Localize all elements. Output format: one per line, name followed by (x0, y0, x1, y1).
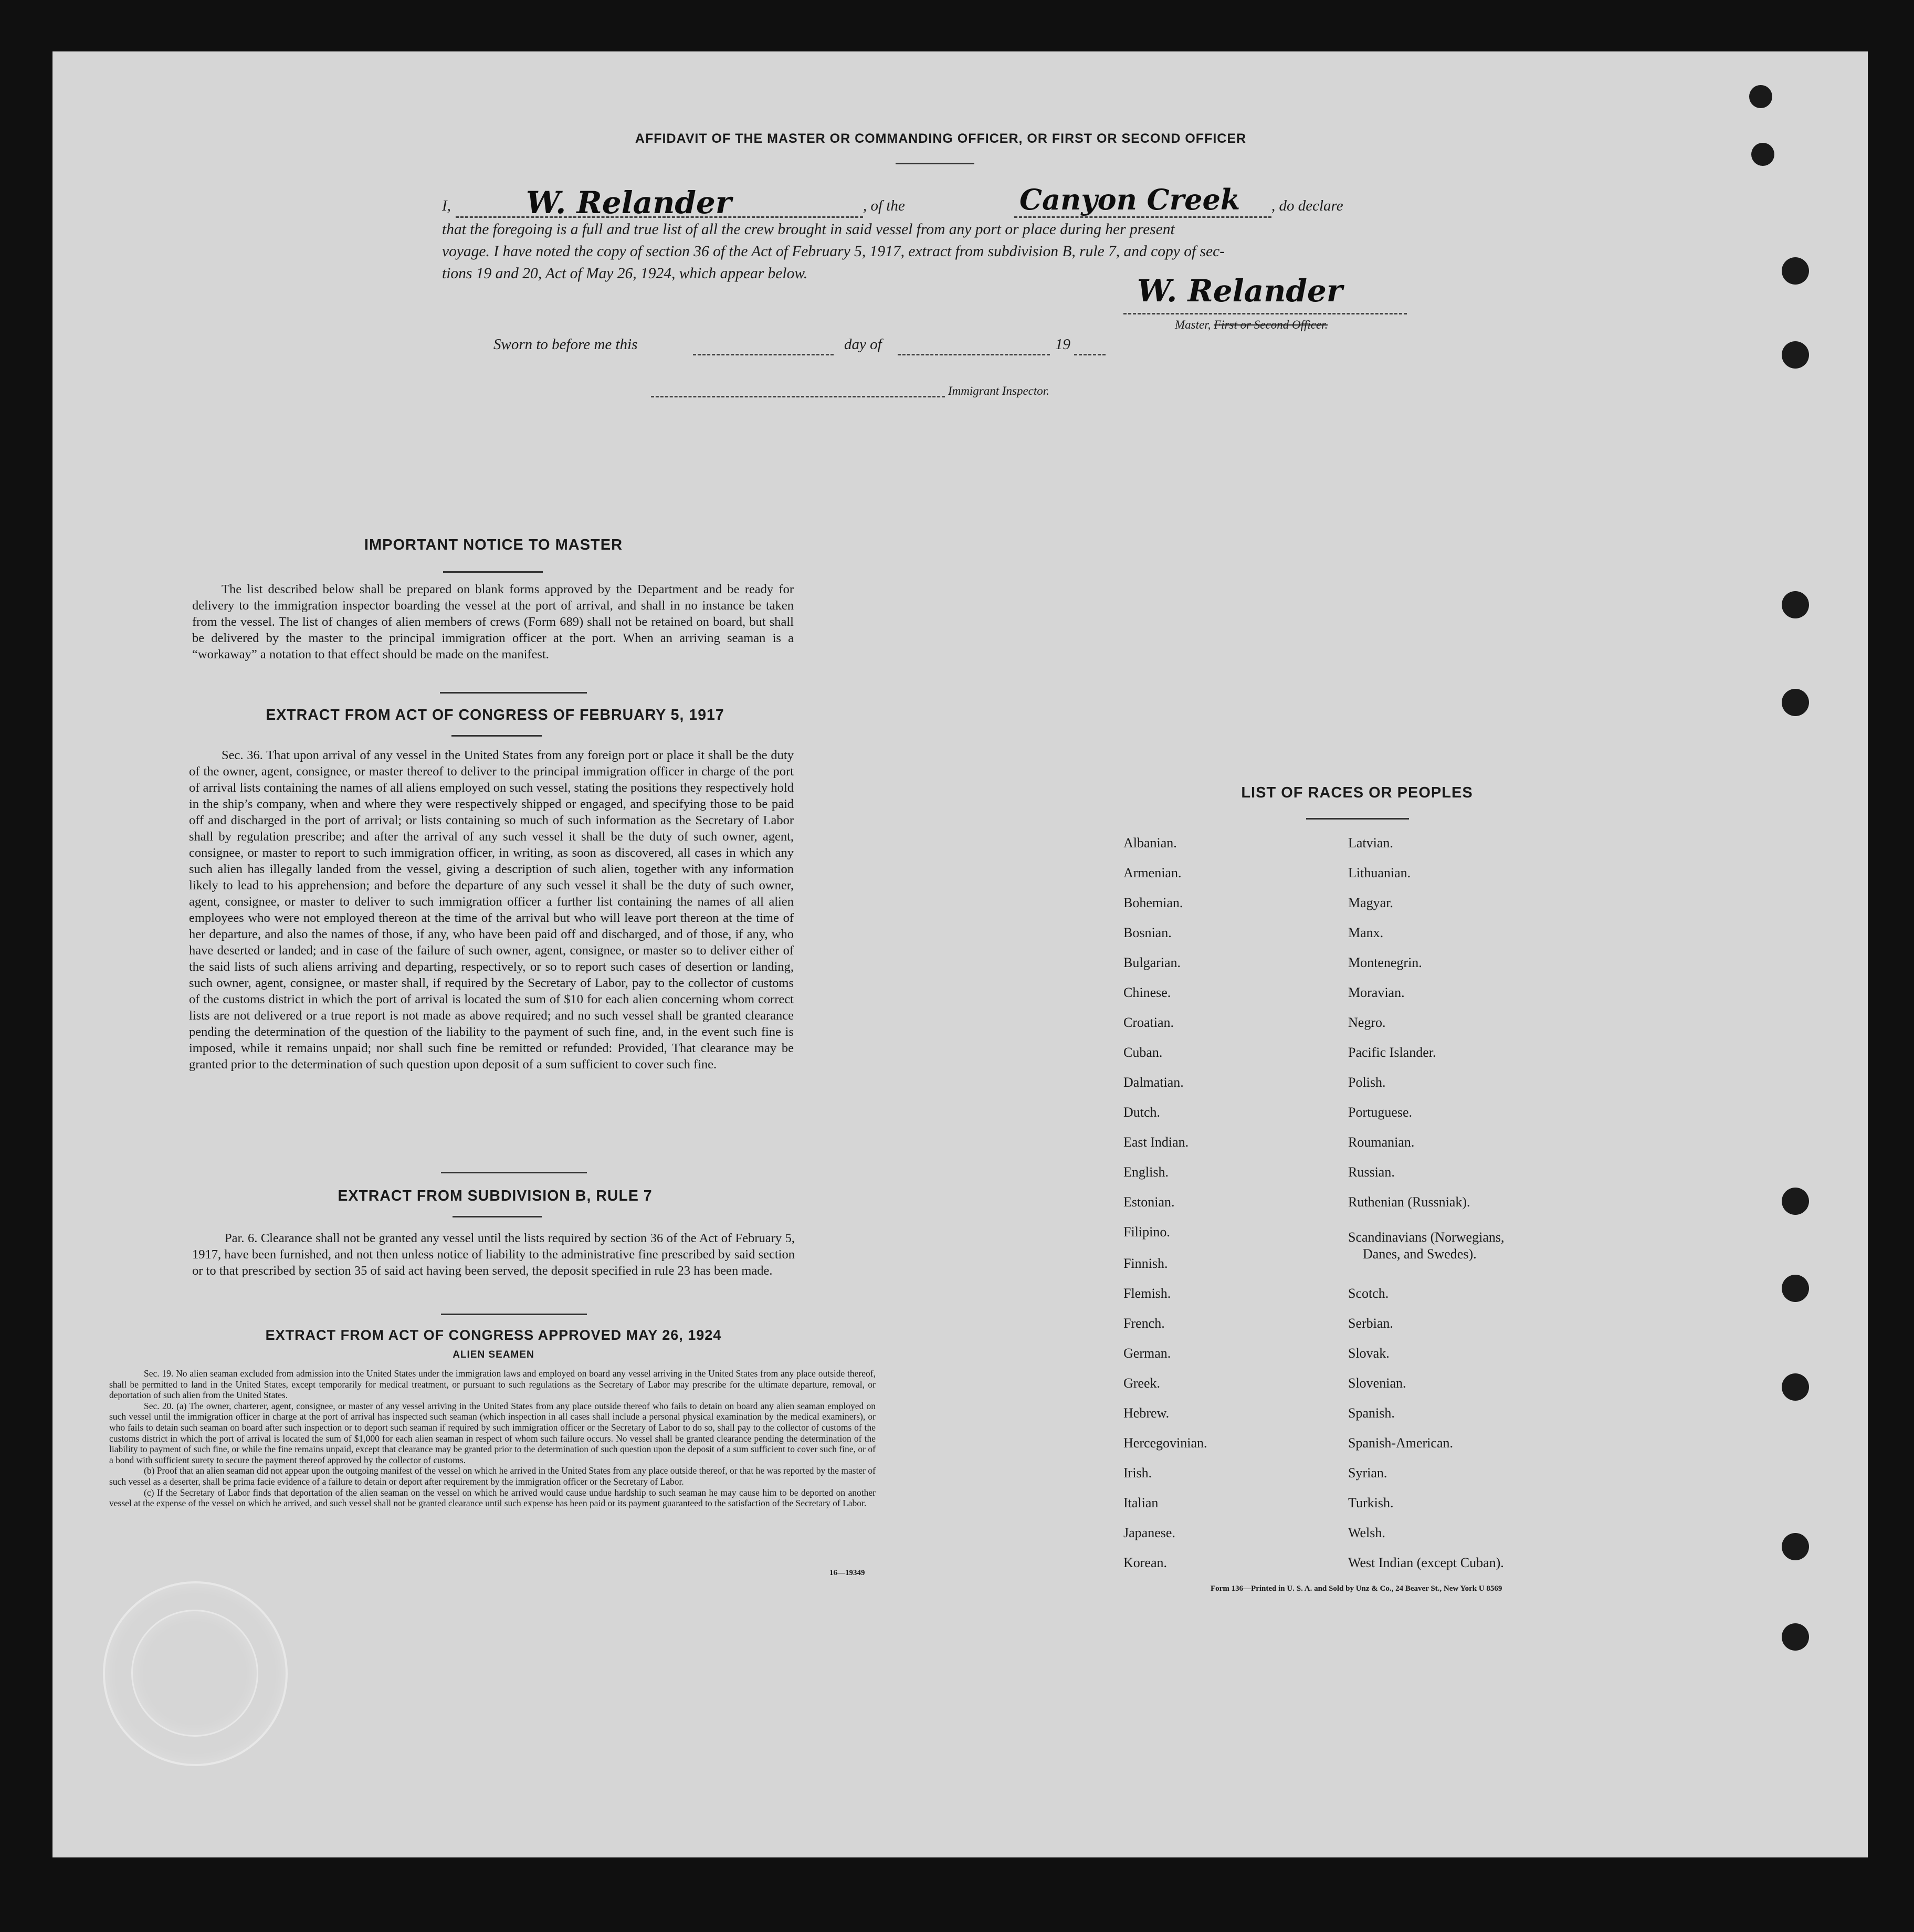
section-rule (441, 1314, 587, 1315)
race-item: Finnish. (1123, 1256, 1168, 1271)
embossed-seal-inner (131, 1610, 258, 1737)
extract-rule7-title: EXTRACT FROM SUBDIVISION B, RULE 7 (338, 1188, 653, 1204)
extract-1917-body: Sec. 36. That upon arrival of any vessel in the United States from any foreign port or place it shall be the duty of the owner, agent, consignee, or master thereof to deliver to the principal immigration officer in charge of the port of arrival lists containing the names of all aliens employed on such vessel, stating the positions they respectively hold in the ship’s company, when and where they were respectively shipped or engaged, and specifying those to be paid off and discharged in the port of arrival; or lists containing so much of such information as the Secretary of Labor shall by regulation prescribe; and after the arrival of any such vessel it shall be the duty of such owner, agent, consignee, or master to report to such immigration officer, in writing, as soon as discovered, all cases in which any such alien has illegally landed from the vessel, giving a description of such alien, together with any information likely to lead to his apprehension; and before the departure of any such vessel it shall be the duty of such owner, agent, consignee, or master to deliver to such immigration officer a further list containing the names of all alien employees who were not employed thereon at the time of the arrival but who will leave port thereon at the time of her departure, and also the names of those, if any, who have been paid off and discharged, and of those, if any, who have deserted or landed; and in case of the failure of such owner, agent, consignee, or master so to deliver either of the said lists of such aliens arriving and departing, respectively, or so to report such cases of desertion or landing, such owner, agent, consignee, or master shall, if required by the Secretary of Labor, pay to the collector of customs of the customs district in which the port of arrival is located the sum of $10 for each alien concerning whom correct lists are not delivered or a true report is not made as above required; and no such vessel shall be granted clearance pending the determination of the question of the liability to the payment of such fine, and, in the event such fine is imposed, while it remains unpaid; nor shall such fine be remitted or refunded: Provided, That clearance may be granted prior to the determination of such question upon deposit of a sum sufficient to cover such fine. (189, 748, 794, 1072)
race-item: Albanian. (1123, 835, 1177, 850)
section-rule (1306, 818, 1409, 820)
race-item: Bohemian. (1123, 895, 1183, 910)
extract-1924-subtitle: ALIEN SEAMEN (453, 1349, 534, 1360)
punch-hole (1749, 85, 1772, 108)
race-item: Turkish. (1348, 1495, 1394, 1510)
race-item: Filipino. (1123, 1224, 1170, 1240)
notice-body-wrap (192, 581, 794, 663)
punch-hole (1751, 143, 1774, 166)
race-item: Italian (1123, 1495, 1159, 1510)
section-rule (443, 571, 543, 573)
race-item: Slovak. (1348, 1346, 1390, 1361)
inspector-signature-line (651, 396, 945, 397)
signature-block (1123, 273, 1417, 341)
race-item: Slovenian. (1348, 1376, 1406, 1391)
race-item: Negro. (1348, 1015, 1386, 1030)
sec-20b-text: (b) Proof that an alien seaman did not appear upon the outgoing manifest of the vessel on which he arrived in the United States from any place outside thereof, or that he was reported by the master of such vessel as a deserter, shall be prima facie evidence of a failure to detain or deport after requirement by the immigration officer or the Secretary of Labor. (109, 1465, 876, 1487)
section-rule (453, 1216, 542, 1217)
extract-rule7-body-wrap (192, 1230, 795, 1279)
race-item: East Indian. (1123, 1135, 1189, 1150)
race-item: Greek. (1123, 1376, 1161, 1391)
punch-hole (1782, 1533, 1809, 1560)
signer-title-struck: First or Second Officer. (1214, 318, 1328, 331)
race-item: Dutch. (1123, 1105, 1161, 1120)
race-item: Hebrew. (1123, 1405, 1170, 1421)
handwritten-vessel: Canyon Creek (1019, 183, 1240, 216)
handwritten-name: W. Relander (526, 185, 732, 220)
race-item: Flemish. (1123, 1286, 1171, 1301)
race-item: Pacific Islander. (1348, 1045, 1436, 1060)
race-item: Welsh. (1348, 1525, 1385, 1540)
section-rule (441, 1172, 587, 1173)
race-item: Serbian. (1348, 1316, 1393, 1331)
sworn-line (493, 336, 1144, 362)
extract-1924-title: EXTRACT FROM ACT OF CONGRESS APPROVED MAY 26, 1924 (265, 1327, 722, 1343)
race-item: Cuban. (1123, 1045, 1163, 1060)
do-declare-label: , do declare (1271, 197, 1343, 214)
vessel-line (1014, 216, 1271, 218)
race-item-continuation: Danes, and Swedes). (1363, 1246, 1477, 1262)
race-item: Japanese. (1123, 1525, 1175, 1540)
extract-1924-body (109, 1368, 876, 1509)
punch-hole (1782, 1275, 1809, 1302)
sworn-label: Sworn to before me this (493, 336, 638, 353)
race-item: Russian. (1348, 1164, 1395, 1180)
signer-title (1175, 318, 1328, 332)
statement-line: that the foregoing is a full and true list of all the crew brought in said vessel from any port or place during her present (442, 221, 1175, 238)
sec-20c-text: (c) If the Secretary of Labor finds that deportation of the alien seaman on the vessel on which he arrived would cause undue hardship to such seaman he may cause him to be deported on another vessel at the expense of the vessel on which he arrived, and such vessel shall not be granted clearance until such expense has been paid or its payment guaranteed to the satisfaction of the Secretary of Labor. (109, 1487, 876, 1509)
punch-hole (1782, 1188, 1809, 1215)
inspector-line (651, 383, 1123, 404)
race-item: Polish. (1348, 1075, 1386, 1090)
punch-hole (1782, 591, 1809, 618)
punch-hole (1782, 1373, 1809, 1401)
race-item: Roumanian. (1348, 1135, 1415, 1150)
signature-line (1123, 313, 1407, 314)
race-item: Bosnian. (1123, 925, 1172, 940)
sworn-year-line (1074, 354, 1106, 355)
sec-19-text: Sec. 19. No alien seaman excluded from admission into the United States under the immigration laws and employed on board any vessel arriving in the United States from any place outside thereof, shall be permitted to land in the United States, except temporarily for medical treatment, or pursuant to such regulations as the Secretary of Labor may prescribe for the ultimate departure, removal, or deportation of such alien from the United States. (109, 1368, 876, 1401)
of-the-label: , of the (863, 197, 905, 214)
punch-hole (1782, 689, 1809, 716)
race-item: English. (1123, 1164, 1169, 1180)
extract-1917-body-wrap (189, 747, 794, 1073)
signer-title-prefix: Master, (1175, 318, 1211, 331)
handwritten-signature: W. Relander (1137, 273, 1343, 309)
races-title: LIST OF RACES OR PEOPLES (1241, 784, 1473, 801)
race-item: Scotch. (1348, 1286, 1389, 1301)
section-rule (440, 692, 587, 694)
race-item: Manx. (1348, 925, 1384, 940)
inspector-label: Immigrant Inspector. (948, 384, 1049, 397)
sworn-day-line (693, 354, 834, 355)
race-item: Korean. (1123, 1555, 1168, 1570)
punch-hole (1782, 341, 1809, 369)
notice-title: IMPORTANT NOTICE TO MASTER (364, 537, 623, 553)
race-item: Latvian. (1348, 835, 1393, 850)
race-item: Moravian. (1348, 985, 1405, 1000)
race-item: Spanish-American. (1348, 1435, 1454, 1451)
title-rule (896, 163, 974, 164)
notice-body: The list described below shall be prepared on blank forms approved by the Department and be ready for delivery to the immigration inspector boarding the vessel at the port of arrival, and shall in no instance be taken from the vessel. The list of changes of alien members of crews (Form 689) shall not be retained on board, but shall be delivered by the master to the principal immigration officer at the port. When an arriving seaman is a “workaway” a notation to that effect should be made on the manifest. (192, 582, 794, 662)
day-of-label: day of (844, 336, 882, 353)
race-item: Dalmatian. (1123, 1075, 1184, 1090)
punch-hole (1782, 257, 1809, 285)
race-item: Spanish. (1348, 1405, 1395, 1421)
race-item: Montenegrin. (1348, 955, 1422, 970)
sec-20a-text: Sec. 20. (a) The owner, charterer, agent, consignee, or master of any vessel arriving in the United States from any place outside thereof who fails to detain on board any alien seaman employed on such vessel until the immigration officer in charge at the port of arrival has inspected such seaman (which inspection in all cases shall include a personal physical examination by the medical examiners), or who fails to detain such seaman on board after such inspection or to deport such seaman if required by such immigration officer or the Secretary of Labor to do so, shall pay to the collector of customs of the customs district in which the port of arrival is located the sum of $1,000 for each alien seaman in respect of whom such failure occurs. No vessel shall be granted clearance pending the determination of the liability to payment of such fine, or while the fine remains unpaid, except that clearance may be granted prior to the determination of such question upon the deposit of a sum sufficient to cover such fine, or of a bond with sufficient surety to secure the payment thereof approved by the collector of customs. (109, 1400, 876, 1465)
race-item: Chinese. (1123, 985, 1171, 1000)
i-label: I, (442, 197, 451, 214)
form-code: 16—19349 (829, 1569, 865, 1577)
form-footer: Form 136—Printed in U. S. A. and Sold by Unz & Co., 24 Beaver St., New York U 8569 (1211, 1584, 1502, 1593)
sworn-month-line (898, 354, 1050, 355)
race-item: Portuguese. (1348, 1105, 1413, 1120)
race-item: German. (1123, 1346, 1171, 1361)
extract-rule7-body: Par. 6. Clearance shall not be granted any vessel until the lists required by section 36 of the Act of February 5, 1917, have been furnished, and not then unless notice of liability to the administrative fine prescribed by said section or to that prescribed by section 35 of said act having been served, the deposit specified in rule 23 has been made. (192, 1231, 795, 1278)
extract-1917-title: EXTRACT FROM ACT OF CONGRESS OF FEBRUARY 5, 1917 (266, 707, 724, 723)
race-item: Lithuanian. (1348, 865, 1411, 880)
race-item: Magyar. (1348, 895, 1393, 910)
race-item: Estonian. (1123, 1194, 1175, 1210)
race-item: Ruthenian (Russniak). (1348, 1194, 1470, 1210)
race-item: West Indian (except Cuban). (1348, 1555, 1504, 1570)
statement-line: voyage. I have noted the copy of section 36 of the Act of February 5, 1917, extract from subdivision B, rule 7, and copy of sec- (442, 243, 1225, 260)
race-item: Irish. (1123, 1465, 1152, 1480)
race-item: Armenian. (1123, 865, 1182, 880)
year-label: 19 (1055, 336, 1070, 353)
race-item: Bulgarian. (1123, 955, 1181, 970)
race-item: Hercegovinian. (1123, 1435, 1207, 1451)
affidavit-title: AFFIDAVIT OF THE MASTER OR COMMANDING OFFICER, OR FIRST OR SECOND OFFICER (635, 131, 1247, 146)
race-item: Syrian. (1348, 1465, 1387, 1480)
section-rule (451, 735, 542, 737)
statement-line: tions 19 and 20, Act of May 26, 1924, which appear below. (442, 265, 808, 282)
punch-hole (1782, 1623, 1809, 1651)
race-item: French. (1123, 1316, 1165, 1331)
race-item: Scandinavians (Norwegians, (1348, 1230, 1505, 1245)
race-item: Croatian. (1123, 1015, 1174, 1030)
